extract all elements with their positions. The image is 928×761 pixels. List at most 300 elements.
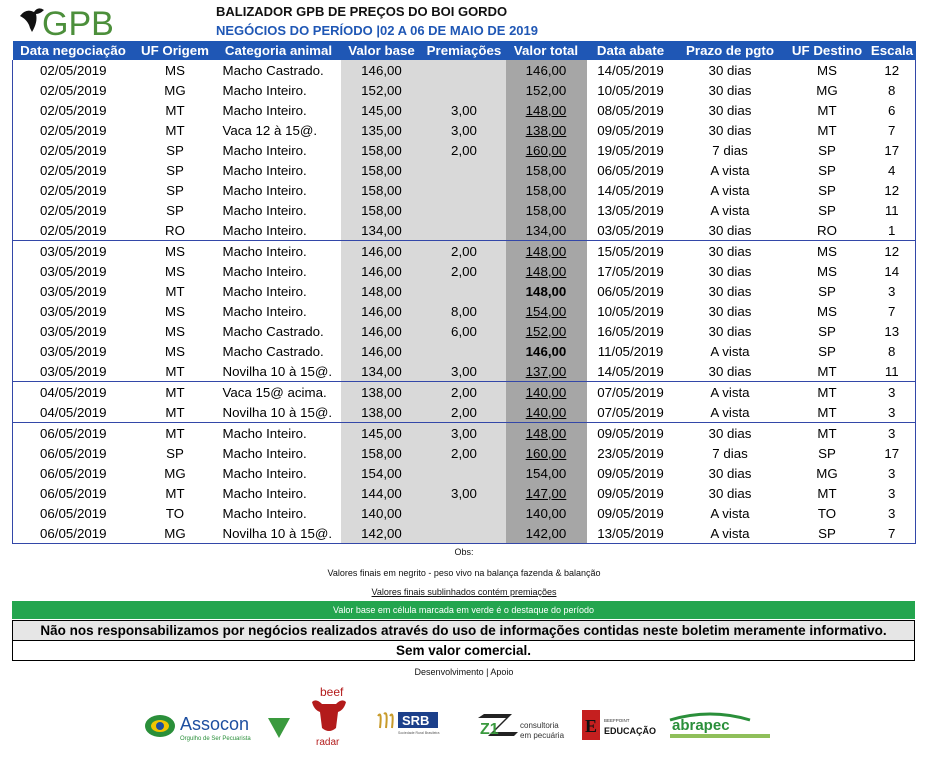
- cell-categoria: Macho Castrado.: [222, 62, 324, 78]
- cell-uf-destino: MT: [817, 425, 837, 441]
- cell-valor-base: 146,00: [341, 241, 423, 262]
- cell-data-abate: 06/05/2019: [597, 283, 664, 299]
- cell-valor-base: 145,00: [341, 100, 423, 120]
- cell-uf-destino: MG: [816, 465, 838, 481]
- cell-valor-base: 146,00: [341, 341, 423, 361]
- cell-escala: 12: [869, 180, 916, 200]
- cell-escala: 1: [869, 220, 916, 241]
- cell-premiacao: [423, 60, 506, 80]
- cell-data-negociacao: 02/05/2019: [13, 120, 134, 140]
- cell-uf-origem: SP: [166, 182, 184, 198]
- no-commercial-value: Sem valor comercial.: [12, 640, 915, 661]
- col-data-negociacao: Data negociação: [13, 41, 134, 60]
- cell-categoria: Novilha 10 à 15@.: [217, 361, 341, 382]
- cell-valor-total: [506, 100, 587, 120]
- cell-data-abate: 14/05/2019: [597, 62, 664, 78]
- cell-uf-destino: RO: [786, 220, 869, 241]
- assocon-name: Assocon: [180, 714, 250, 734]
- cell-prazo-pgto: 30 dias: [708, 82, 752, 98]
- cell-escala: 7: [869, 523, 916, 544]
- cell-escala: 14: [869, 261, 916, 281]
- cell-escala: 7: [869, 120, 916, 140]
- cell-uf-destino: MS: [817, 263, 837, 279]
- cell-categoria: Macho Inteiro.: [222, 102, 307, 118]
- underlined-total-value: 147,00: [525, 485, 567, 501]
- cell-valor-total: 142,00: [506, 523, 587, 544]
- cell-valor-base: 158,00: [341, 200, 423, 220]
- cell-uf-destino: SP: [818, 182, 836, 198]
- table-body: [13, 60, 916, 544]
- cell-uf-destino: MT: [786, 402, 869, 423]
- cell-data-abate: 23/05/2019: [597, 445, 664, 461]
- cell-valor-total: [506, 321, 587, 341]
- cell-valor-total: [506, 120, 587, 140]
- cell-uf-destino: SP: [786, 523, 869, 544]
- gpb-logo: [16, 2, 131, 40]
- cell-valor-total: [506, 382, 587, 403]
- cell-escala: 3: [869, 402, 916, 423]
- cell-valor-total: 140,00: [506, 503, 587, 523]
- cell-uf-origem: MS: [165, 343, 185, 359]
- cell-data-abate: 03/05/2019: [587, 220, 675, 241]
- cell-escala: 3: [869, 281, 916, 301]
- cell-prazo-pgto: 30 dias: [708, 263, 752, 279]
- cell-uf-destino: MS: [817, 62, 837, 78]
- cell-uf-origem: MS: [165, 303, 185, 319]
- cell-escala: 4: [869, 160, 916, 180]
- cell-data-negociacao: 02/05/2019: [13, 140, 134, 160]
- cell-valor-base: 158,00: [341, 140, 423, 160]
- cell-valor-total: [506, 402, 587, 423]
- cell-data-abate: 09/05/2019: [597, 485, 664, 501]
- cell-data-abate: 14/05/2019: [587, 361, 675, 382]
- sponsor-logos: [140, 680, 790, 750]
- table-row: [13, 463, 916, 483]
- cell-valor-total: [506, 140, 587, 160]
- cell-data-abate: 11/05/2019: [597, 343, 664, 359]
- z1-text: Z1: [480, 721, 499, 738]
- underlined-total-value: 140,00: [525, 384, 567, 400]
- cell-prazo-pgto: 30 dias: [708, 283, 752, 299]
- cell-uf-origem: MT: [165, 122, 185, 138]
- cell-valor-total: 152,00: [506, 80, 587, 100]
- cell-valor-total: [506, 361, 587, 382]
- cell-categoria: Macho Inteiro.: [217, 220, 341, 241]
- cell-escala: 12: [869, 241, 916, 262]
- underlined-total-value: 148,00: [525, 263, 567, 279]
- underlined-total-value: 160,00: [525, 142, 567, 158]
- beef-text: beef: [320, 685, 344, 699]
- col-uf-destino: UF Destino: [786, 41, 869, 60]
- cell-valor-base: 138,00: [341, 382, 423, 403]
- cell-premiacao: [423, 200, 506, 220]
- cell-valor-base: 134,00: [341, 361, 423, 382]
- cell-premiacao: 8,00: [423, 301, 506, 321]
- page-header: [0, 0, 928, 42]
- cell-data-abate: 09/05/2019: [597, 505, 664, 521]
- cell-uf-destino: MT: [786, 361, 869, 382]
- table-row: [13, 321, 916, 341]
- cell-categoria: Vaca 12 à 15@.: [222, 122, 318, 138]
- cell-data-negociacao: 06/05/2019: [13, 503, 134, 523]
- cell-uf-destino: MT: [817, 102, 837, 118]
- assocon-tagline: Orgulho de Ser Pecuarista: [180, 736, 251, 742]
- cell-categoria: Macho Inteiro.: [222, 243, 307, 259]
- cell-prazo-pgto: A vista: [710, 384, 750, 400]
- cell-uf-origem: MT: [134, 361, 217, 382]
- cell-data-abate: 09/05/2019: [597, 122, 664, 138]
- cell-prazo-pgto: A vista: [710, 505, 750, 521]
- cell-data-abate: 13/05/2019: [597, 202, 664, 218]
- cell-categoria: Macho Inteiro.: [222, 465, 307, 481]
- cell-data-negociacao: 06/05/2019: [13, 483, 134, 503]
- table-row: [13, 220, 916, 241]
- cell-premiacao: 3,00: [423, 361, 506, 382]
- table-row: [13, 483, 916, 503]
- cell-premiacao: [423, 503, 506, 523]
- cell-categoria: Macho Inteiro.: [222, 283, 307, 299]
- table-row: [13, 200, 916, 220]
- cell-prazo-pgto: A vista: [675, 402, 786, 423]
- cell-data-abate: 06/05/2019: [597, 162, 664, 178]
- cell-uf-destino: MS: [817, 243, 837, 259]
- cell-escala: 13: [869, 321, 916, 341]
- cell-valor-total: [506, 261, 587, 281]
- table-row: [13, 423, 916, 444]
- table-row: [13, 261, 916, 281]
- cell-premiacao: [423, 160, 506, 180]
- cell-valor-base: 148,00: [341, 281, 423, 301]
- cell-uf-origem: MS: [165, 323, 185, 339]
- cell-premiacao: 2,00: [423, 140, 506, 160]
- cell-valor-base: 158,00: [341, 180, 423, 200]
- cell-premiacao: 3,00: [423, 100, 506, 120]
- abrapec-logo: [670, 714, 770, 738]
- table-row: [13, 140, 916, 160]
- abrapec-text: abrapec: [672, 717, 730, 734]
- cell-categoria: Macho Inteiro.: [222, 202, 307, 218]
- cell-valor-base: 144,00: [341, 483, 423, 503]
- cell-categoria: Macho Inteiro.: [222, 485, 307, 501]
- cell-data-abate: 08/05/2019: [597, 102, 664, 118]
- cell-valor-base: 146,00: [341, 60, 423, 80]
- underlined-total-value: 148,00: [525, 425, 567, 441]
- cell-uf-destino: SP: [818, 343, 836, 359]
- bold-total-value: 148,00: [525, 283, 567, 299]
- disclaimer: Não nos responsabilizamos por negócios realizados através do uso de informações contidas neste boletim meramente informativo.: [12, 620, 915, 641]
- cell-uf-origem: MT: [134, 402, 217, 423]
- cell-data-negociacao: 02/05/2019: [13, 60, 134, 80]
- cell-categoria: Macho Inteiro.: [222, 263, 307, 279]
- cell-data-negociacao: 02/05/2019: [13, 80, 134, 100]
- cell-data-negociacao: 06/05/2019: [13, 423, 134, 444]
- cell-prazo-pgto: 30 dias: [708, 485, 752, 501]
- cell-uf-destino: SP: [818, 283, 836, 299]
- cell-uf-origem: MT: [165, 425, 185, 441]
- cell-categoria: Macho Inteiro.: [222, 162, 307, 178]
- z1-consultoria: consultoria: [520, 721, 559, 730]
- cell-prazo-pgto: 30 dias: [708, 243, 752, 259]
- table-row: [13, 180, 916, 200]
- cell-premiacao: [423, 523, 506, 544]
- cell-prazo-pgto: 30 dias: [708, 62, 752, 78]
- cell-premiacao: 3,00: [423, 423, 506, 444]
- cell-uf-origem: MG: [164, 465, 186, 481]
- cell-prazo-pgto: 7 dias: [712, 445, 748, 461]
- cell-uf-destino: MT: [817, 122, 837, 138]
- cell-premiacao: [423, 341, 506, 361]
- cell-valor-base: 145,00: [341, 423, 423, 444]
- cell-escala: 12: [869, 60, 916, 80]
- srb-text: SRB: [402, 713, 430, 728]
- cell-valor-base: 138,00: [341, 402, 423, 423]
- table-row: [13, 341, 916, 361]
- e-logo-letter: E: [585, 716, 598, 736]
- cell-valor-total: 134,00: [506, 220, 587, 241]
- col-valor-base: Valor base: [341, 41, 423, 60]
- green-note: Valor base em célula marcada em verde é o destaque do período: [12, 601, 915, 619]
- cell-data-abate: 17/05/2019: [597, 263, 664, 279]
- cell-valor-base: 140,00: [341, 503, 423, 523]
- cell-escala: 3: [869, 382, 916, 403]
- cell-prazo-pgto: A vista: [710, 202, 750, 218]
- cell-data-abate: 13/05/2019: [587, 523, 675, 544]
- cell-data-abate: 10/05/2019: [597, 303, 664, 319]
- cell-categoria: Macho Inteiro.: [222, 505, 307, 521]
- cell-categoria: Macho Inteiro.: [222, 303, 307, 319]
- table-row: [13, 503, 916, 523]
- cell-valor-total: 146,00: [506, 60, 587, 80]
- cell-valor-total: [506, 423, 587, 444]
- cell-valor-base: 142,00: [341, 523, 423, 544]
- table-row: [13, 443, 916, 463]
- cell-escala: 7: [869, 301, 916, 321]
- cell-premiacao: [423, 180, 506, 200]
- educacao-text: EDUCAÇÃO: [604, 726, 657, 736]
- bold-total-value: 146,00: [525, 343, 567, 359]
- cell-categoria: Macho Inteiro.: [222, 445, 307, 461]
- cell-data-negociacao: 02/05/2019: [13, 200, 134, 220]
- page-subtitle: NEGÓCIOS DO PERÍODO |02 A 06 DE MAIO DE 2019: [216, 23, 538, 38]
- cell-data-abate: 09/05/2019: [597, 465, 664, 481]
- bold-note: Valores finais em negrito - peso vivo na balança fazenda & balanção: [327, 568, 601, 578]
- z1-pecuaria: em pecuária: [520, 731, 565, 740]
- cell-uf-origem: MG: [134, 523, 217, 544]
- underlined-total-value: 140,00: [525, 404, 567, 420]
- cell-uf-origem: TO: [165, 505, 185, 521]
- cell-categoria: Macho Inteiro.: [222, 82, 307, 98]
- underlined-total-value: 160,00: [525, 445, 567, 461]
- cell-prazo-pgto: 30 dias: [675, 361, 786, 382]
- cell-valor-total: [506, 483, 587, 503]
- cell-premiacao: 2,00: [423, 382, 506, 403]
- cell-data-negociacao: 03/05/2019: [13, 261, 134, 281]
- beef-radar-logo: [312, 685, 346, 748]
- cell-categoria: Macho Castrado.: [222, 323, 324, 339]
- cell-escala: 17: [869, 140, 916, 160]
- cell-uf-origem: MT: [165, 384, 185, 400]
- cell-data-abate: 15/05/2019: [597, 243, 664, 259]
- cell-data-negociacao: 03/05/2019: [13, 321, 134, 341]
- cell-prazo-pgto: 30 dias: [675, 220, 786, 241]
- cell-valor-base: 154,00: [341, 463, 423, 483]
- cell-data-negociacao: 06/05/2019: [13, 443, 134, 463]
- cell-prazo-pgto: A vista: [710, 343, 750, 359]
- cell-prazo-pgto: A vista: [675, 523, 786, 544]
- cell-escala: 3: [869, 423, 916, 444]
- cell-prazo-pgto: A vista: [710, 182, 750, 198]
- cell-prazo-pgto: 30 dias: [708, 465, 752, 481]
- cell-premiacao: 2,00: [423, 241, 506, 262]
- cell-categoria: Macho Inteiro.: [222, 425, 307, 441]
- cell-data-abate: 16/05/2019: [597, 323, 664, 339]
- cell-valor-total: [506, 241, 587, 262]
- table-row: [13, 281, 916, 301]
- cell-data-negociacao: 04/05/2019: [13, 402, 134, 423]
- cell-premiacao: [423, 281, 506, 301]
- cell-valor-total: 158,00: [506, 200, 587, 220]
- cell-escala: 11: [869, 361, 916, 382]
- table-row: [13, 523, 916, 544]
- cell-prazo-pgto: 30 dias: [708, 425, 752, 441]
- cell-data-negociacao: 03/05/2019: [13, 301, 134, 321]
- cell-valor-base: 135,00: [341, 120, 423, 140]
- cell-data-negociacao: 02/05/2019: [13, 180, 134, 200]
- cell-valor-total: [506, 301, 587, 321]
- srb-subtext: Sociedade Rural Brasileira: [398, 731, 440, 735]
- col-prazo-pgto: Prazo de pgto: [675, 41, 786, 60]
- cell-escala: 8: [869, 80, 916, 100]
- cell-premiacao: 3,00: [423, 120, 506, 140]
- table-row: [13, 100, 916, 120]
- cell-data-negociacao: 03/05/2019: [13, 341, 134, 361]
- col-uf-origem: UF Origem: [134, 41, 217, 60]
- cell-categoria: Vaca 15@ acima.: [222, 384, 327, 400]
- cell-valor-total: 154,00: [506, 463, 587, 483]
- cell-uf-destino: MS: [817, 303, 837, 319]
- cell-valor-total: [506, 443, 587, 463]
- cell-valor-base: 146,00: [341, 261, 423, 281]
- col-valor-total: Valor total: [506, 41, 587, 60]
- col-escala: Escala: [869, 41, 916, 60]
- cell-premiacao: 6,00: [423, 321, 506, 341]
- table-row: [13, 120, 916, 140]
- cell-prazo-pgto: 30 dias: [708, 323, 752, 339]
- cell-valor-base: 158,00: [341, 443, 423, 463]
- cell-data-negociacao: 03/05/2019: [13, 241, 134, 262]
- cell-data-abate: 14/05/2019: [597, 182, 664, 198]
- beefpoint-text: BEEFPOINT: [604, 718, 630, 723]
- underline-note: Valores finais sublinhados contém premiações: [371, 587, 557, 597]
- cell-data-abate: 07/05/2019: [597, 384, 664, 400]
- cell-uf-origem: MG: [164, 82, 186, 98]
- table-row: [13, 241, 916, 262]
- cell-premiacao: [423, 80, 506, 100]
- cell-uf-destino: SP: [818, 323, 836, 339]
- cell-prazo-pgto: 30 dias: [708, 303, 752, 319]
- cell-escala: 11: [869, 200, 916, 220]
- cell-uf-destino: SP: [818, 445, 836, 461]
- cell-valor-base: 158,00: [341, 160, 423, 180]
- table-row: [13, 80, 916, 100]
- cell-uf-origem: RO: [134, 220, 217, 241]
- cell-escala: 3: [869, 463, 916, 483]
- table-row: [13, 382, 916, 403]
- underlined-total-value: 148,00: [525, 102, 567, 118]
- table-row: [13, 160, 916, 180]
- cell-escala: 17: [869, 443, 916, 463]
- cell-uf-origem: MS: [165, 62, 185, 78]
- cell-premiacao: [423, 463, 506, 483]
- cell-categoria: Macho Castrado.: [222, 343, 324, 359]
- cell-escala: 3: [869, 503, 916, 523]
- cell-uf-origem: MS: [165, 243, 185, 259]
- cell-premiacao: 2,00: [423, 443, 506, 463]
- cell-data-negociacao: 06/05/2019: [13, 463, 134, 483]
- underlined-total-value: 137,00: [525, 363, 567, 379]
- table-row: [13, 402, 916, 423]
- cell-prazo-pgto: A vista: [710, 162, 750, 178]
- deals-table: [12, 41, 916, 544]
- assocon-logo: [145, 714, 290, 742]
- cell-data-negociacao: 06/05/2019: [13, 523, 134, 544]
- cell-valor-total: 158,00: [506, 160, 587, 180]
- cell-uf-destino: TO: [817, 505, 837, 521]
- cell-uf-origem: MT: [165, 283, 185, 299]
- cell-escala: 3: [869, 483, 916, 503]
- cell-uf-destino: MG: [816, 82, 838, 98]
- cell-valor-total: [506, 281, 587, 301]
- obs-label: Obs:: [454, 547, 474, 557]
- underlined-total-value: 148,00: [525, 243, 567, 259]
- cell-categoria: Novilha 10 à 15@.: [217, 523, 341, 544]
- cell-uf-destino: MT: [817, 384, 837, 400]
- cell-prazo-pgto: 30 dias: [708, 102, 752, 118]
- cell-categoria: Macho Inteiro.: [222, 142, 307, 158]
- cell-uf-destino: SP: [818, 142, 836, 158]
- underlined-total-value: 138,00: [525, 122, 567, 138]
- cell-prazo-pgto: 30 dias: [708, 122, 752, 138]
- cell-data-negociacao: 02/05/2019: [13, 220, 134, 241]
- col-premiacoes: Premiações: [423, 41, 506, 60]
- cell-valor-base: 134,00: [341, 220, 423, 241]
- cell-valor-base: 146,00: [341, 321, 423, 341]
- cell-valor-total: [506, 341, 587, 361]
- cell-uf-origem: MT: [165, 485, 185, 501]
- cell-categoria: Novilha 10 à 15@.: [217, 402, 341, 423]
- cell-uf-destino: SP: [818, 162, 836, 178]
- cell-data-negociacao: 02/05/2019: [13, 160, 134, 180]
- cell-data-abate: 07/05/2019: [587, 402, 675, 423]
- cell-uf-origem: SP: [166, 445, 184, 461]
- cell-uf-origem: SP: [166, 142, 184, 158]
- cell-uf-origem: SP: [166, 162, 184, 178]
- cell-premiacao: 2,00: [423, 402, 506, 423]
- cell-uf-destino: SP: [818, 202, 836, 218]
- cell-premiacao: 3,00: [423, 483, 506, 503]
- cell-uf-destino: MT: [817, 485, 837, 501]
- col-data-abate: Data abate: [587, 41, 675, 60]
- cell-prazo-pgto: 7 dias: [712, 142, 748, 158]
- col-categoria-animal: Categoria animal: [217, 41, 341, 60]
- cell-valor-total: 158,00: [506, 180, 587, 200]
- cell-escala: 8: [869, 341, 916, 361]
- underlined-total-value: 152,00: [525, 323, 567, 339]
- cell-categoria: Macho Inteiro.: [222, 182, 307, 198]
- srb-logo: [378, 712, 439, 735]
- radar-text: radar: [316, 737, 340, 748]
- beefpoint-educacao-logo: [582, 710, 656, 740]
